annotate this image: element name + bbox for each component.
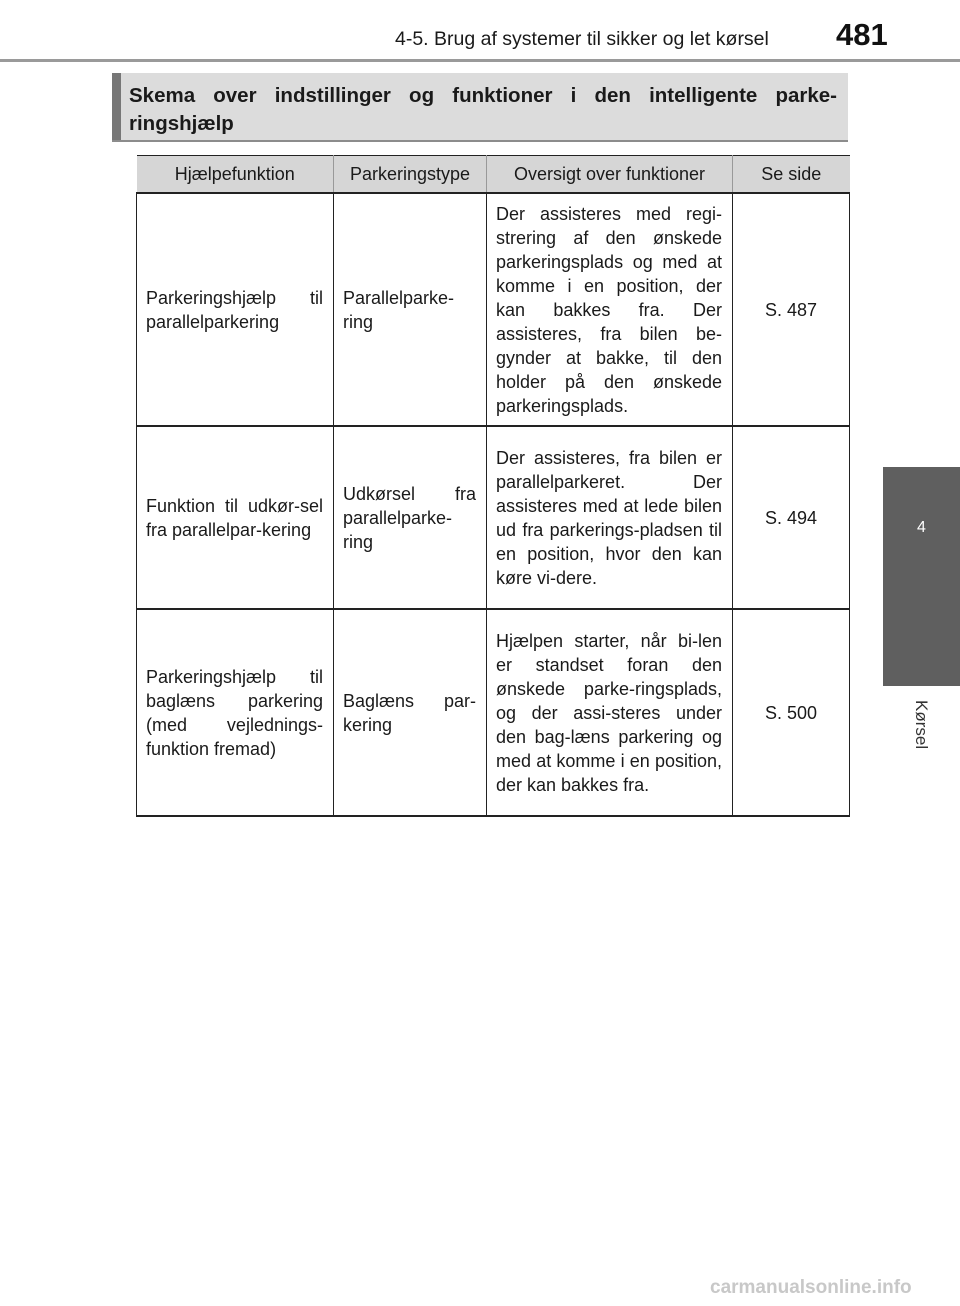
watermark: carmanualsonline.info — [710, 1277, 912, 1298]
header-section-title: 4-5. Brug af systemer til sikker og let kørsel — [395, 28, 769, 50]
column-header-function: Hjælpefunktion — [137, 156, 334, 194]
cell-function: Funktion til udkør-sel fra parallelpar-kering — [137, 426, 334, 609]
cell-type: Udkørsel fra parallelparke-ring — [334, 426, 487, 609]
table-row — [137, 609, 850, 816]
cell-overview: Der assisteres med regi-strering af den ønskede parkeringsplads og med at komme i en position, der kan bakkes fra. Der assisteres, fra bilen be-gynder at bakke, til den holder på den ønskede parkeringsplads. — [487, 193, 733, 426]
chapter-tab — [883, 467, 960, 686]
chapter-label: Kørsel — [912, 700, 931, 750]
cell-page-reference: S. 494 — [733, 426, 850, 609]
section-title-accent-bar — [112, 73, 121, 140]
cell-overview: Hjælpen starter, når bi-len er standset foran den ønskede parke-ringsplads, og der assi-steres under den bag-læns parkering og med at komme i en position, der kan bakkes fra. — [487, 609, 733, 816]
table-header-row — [137, 156, 850, 194]
cell-page-reference: S. 487 — [733, 193, 850, 426]
cell-function: Parkeringshjælp til parallelparkering — [137, 193, 334, 426]
table-row — [137, 426, 850, 609]
cell-type: Baglæns par-kering — [334, 609, 487, 816]
section-title-box — [112, 73, 848, 142]
section-title: Skema over indstillinger og funktioner i den intelligente parke-ringshjælp — [129, 84, 837, 135]
column-header-page: Se side — [733, 156, 850, 194]
chapter-number: 4 — [917, 519, 926, 536]
cell-function: Parkeringshjælp til baglæns parkering (med vejlednings-funktion fremad) — [137, 609, 334, 816]
table-row — [137, 193, 850, 426]
page-number: 481 — [836, 17, 888, 52]
column-header-overview: Oversigt over funktioner — [487, 156, 733, 194]
cell-overview: Der assisteres, fra bilen er parallelparkeret. Der assisteres med at lede bilen ud fra parkerings-pladsen til en position, hvor den kan køre vi-dere. — [487, 426, 733, 609]
functions-table — [136, 155, 850, 817]
cell-type: Parallelparke-ring — [334, 193, 487, 426]
cell-page-reference: S. 500 — [733, 609, 850, 816]
column-header-type: Parkeringstype — [334, 156, 487, 194]
chapter-label-container — [883, 700, 960, 790]
header-divider — [0, 59, 960, 62]
